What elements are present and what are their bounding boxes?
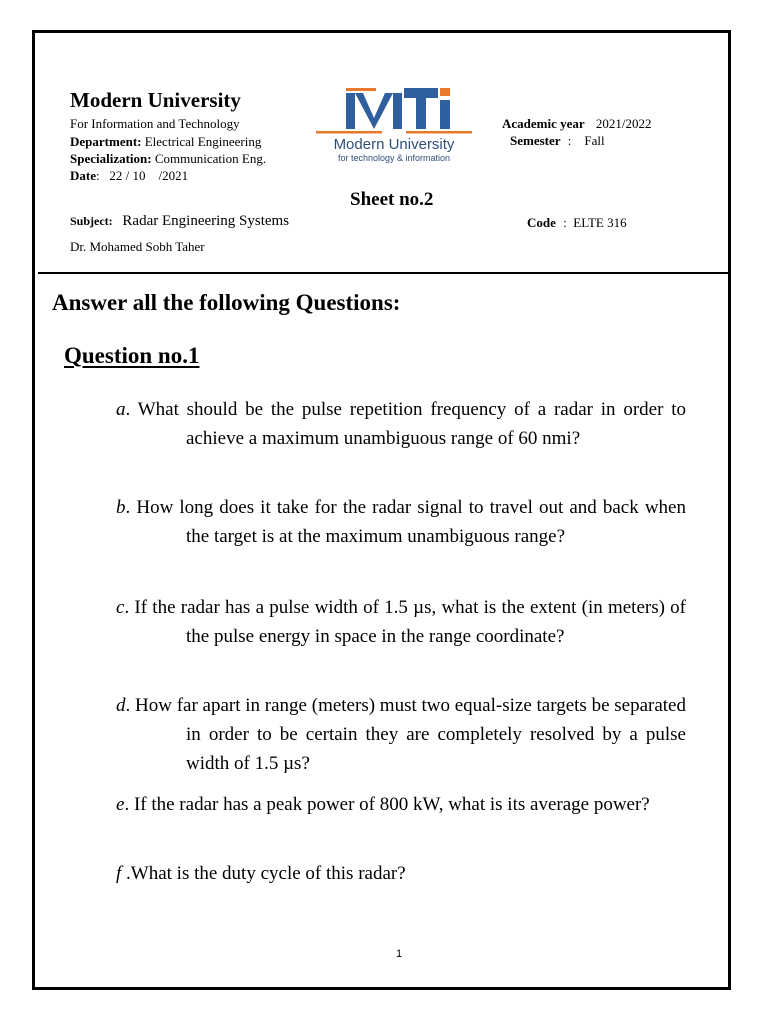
question-item <box>116 691 686 778</box>
sheet-title: Sheet no.2 <box>350 189 434 210</box>
mti-logo-mark <box>316 88 472 134</box>
subject-label: Subject: <box>70 214 113 228</box>
code-line <box>527 215 627 231</box>
university-subtitle: For Information and Technology <box>70 116 240 131</box>
instruction-heading: Answer all the following Questions: <box>52 290 401 315</box>
academic-year-label: Academic year <box>502 116 585 131</box>
logo-name: Modern University <box>333 136 455 153</box>
question-text: . How long does it take for the radar signal to travel out and back when the target is at the maximum unambiguous range? <box>125 497 686 547</box>
semester-value: : Fall <box>567 133 605 148</box>
question-item <box>116 593 686 651</box>
question-letter: a <box>116 399 126 420</box>
question-letter: e <box>116 794 125 815</box>
semester-line <box>510 133 605 149</box>
date-value: : 22 / 10 /2021 <box>96 168 189 183</box>
date-line <box>70 168 188 184</box>
academic-year-value: 2021/2022 <box>595 116 652 131</box>
semester-label: Semester <box>510 133 561 148</box>
logo-tagline: for technology & information <box>337 153 451 163</box>
code-value: : ELTE 316 <box>563 215 627 230</box>
department-value: Electrical Engineering <box>144 134 262 149</box>
page-number: 1 <box>396 948 403 960</box>
question-letter: b <box>116 497 126 518</box>
question-text: .What is the duty cycle of this radar? <box>121 863 406 884</box>
question-text: . How far apart in range (meters) must two equal-size targets be separated in order to be certain they are completely resolved by a pulse width of 1.5 µs? <box>125 695 686 774</box>
subject-value: Radar Engineering Systems <box>122 213 290 229</box>
question-letter: f <box>116 863 122 884</box>
question-text: . What should be the pulse repetition frequency of a radar in order to achieve a maximum unambiguous range of 60 nmi? <box>125 399 686 449</box>
department-line <box>70 134 261 150</box>
question-letter: d <box>116 695 126 716</box>
university-logo <box>316 82 472 168</box>
subject-line <box>70 213 289 230</box>
specialization-value: Communication Eng. <box>154 151 267 166</box>
instructor-name: Dr. Mohamed Sobh Taher <box>70 239 205 254</box>
question-title: Question no.1 <box>64 343 200 368</box>
header-divider <box>38 272 731 274</box>
question-letter: c <box>116 597 125 618</box>
question-text: . If the radar has a peak power of 800 kW, what is its average power? <box>124 794 650 815</box>
question-item <box>116 790 686 819</box>
question-text: . If the radar has a pulse width of 1.5 µs, what is the extent (in meters) of the pulse energy in space in the range coordinate? <box>124 597 686 647</box>
date-label: Date <box>70 168 96 183</box>
university-name: Modern University <box>70 88 241 112</box>
question-item <box>116 395 686 453</box>
question-item <box>116 493 686 551</box>
department-label: Department: <box>70 134 142 149</box>
specialization-label: Specialization: <box>70 151 152 166</box>
question-item <box>116 859 686 888</box>
code-label: Code <box>527 215 556 230</box>
academic-year-line <box>502 116 652 132</box>
specialization-line <box>70 151 266 167</box>
